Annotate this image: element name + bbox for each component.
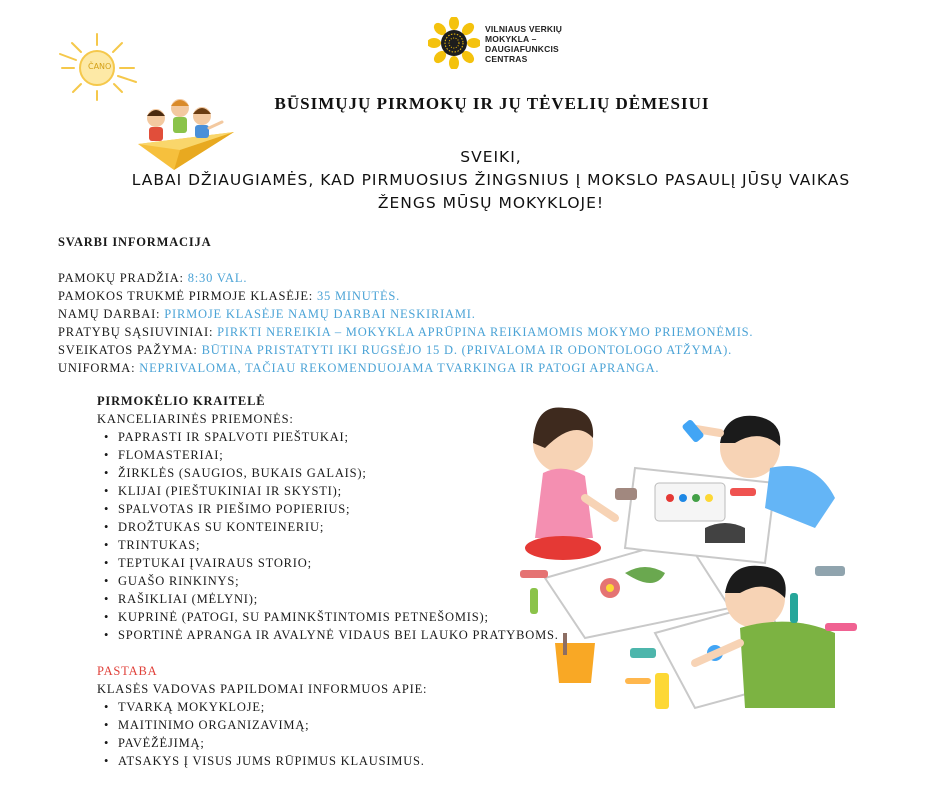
note-subheading: KLASĖS VADOVAS PAPILDOMAI INFORMUOS APIE: — [97, 682, 428, 696]
info-row — [58, 305, 918, 323]
kids-drawing-illustration — [515, 388, 865, 720]
info-label: PAMOKŲ PRADŽIA: — [58, 271, 188, 285]
info-row — [58, 341, 918, 359]
info-label: SVEIKATOS PAŽYMA: — [58, 343, 202, 357]
info-value: BŪTINA PRISTATYTI IKI RUGSĖJO 15 D. (PRIVALOMA IR ODONTOLOGO ATŽYMA). — [201, 343, 733, 357]
list-item: • TEPTUKAI ĮVAIRAUS STORIO; — [97, 554, 567, 572]
info-value: 8:30 VAL. — [187, 271, 248, 285]
list-item: • RAŠIKLIAI (MĖLYNI); — [97, 590, 567, 608]
school-logo-text — [485, 24, 562, 64]
greeting — [0, 146, 940, 215]
list-item: • KUPRINĖ (PATOGI, SU PAMINKŠTINTOMIS PETNEŠOMIS); — [97, 608, 567, 626]
list-item: • TVARKĄ MOKYKLOJE; — [97, 698, 567, 716]
page-title: BŪSIMŲJŲ PIRMOKŲ IR JŲ TĖVELIŲ DĖMESIUI — [274, 94, 710, 113]
list-item: • PAPRASTI IR SPALVOTI PIEŠTUKAI; — [97, 428, 567, 446]
info-label: PAMOKOS TRUKMĖ PIRMOJE KLASĖJE: — [58, 289, 317, 303]
list-item: • TRINTUKAS; — [97, 536, 567, 554]
school-logo-sunflower-icon — [428, 17, 480, 69]
logo-line: MOKYKLA – — [485, 34, 537, 44]
list-item: • GUAŠO RINKINYS; — [97, 572, 567, 590]
info-label: PRATYBŲ SĄSIUVINIAI: — [58, 325, 218, 339]
kit-section — [97, 392, 567, 644]
kit-list — [97, 428, 567, 644]
list-item: • DROŽTUKAS SU KONTEINERIU; — [97, 518, 567, 536]
greeting-line: ŽENGS MŪSŲ MOKYKLOJE! — [377, 194, 605, 212]
logo-line: DAUGIAFUNKCIS — [485, 44, 559, 54]
info-row — [58, 323, 918, 341]
greeting-line: SVEIKI, — [460, 148, 522, 166]
list-item: • ATSAKYS Į VISUS JUMS RŪPIMUS KLAUSIMUS. — [97, 752, 567, 770]
info-row — [58, 269, 918, 287]
sun-caption: ČANO — [88, 62, 112, 71]
logo-line: VILNIAUS VERKIŲ — [485, 24, 563, 34]
info-row — [58, 359, 918, 377]
list-item: • SPALVOTAS IR PIEŠIMO POPIERIUS; — [97, 500, 567, 518]
info-value: NEPRIVALOMA, TAČIAU REKOMENDUOJAMA TVARKINGA IR PATOGI APRANGA. — [139, 361, 660, 375]
list-item: • PAVĖŽĖJIMĄ; — [97, 734, 567, 752]
info-row — [58, 287, 918, 305]
info-label: NAMŲ DARBAI: — [58, 307, 165, 321]
info-value: 35 MINUTĖS. — [316, 289, 401, 303]
note-section — [97, 662, 567, 770]
note-heading: PASTABA — [97, 664, 158, 678]
info-list — [58, 269, 918, 377]
list-item: • ŽIRKLĖS (SAUGIOS, BUKAIS GALAIS); — [97, 464, 567, 482]
sun-doodle — [52, 30, 142, 102]
info-heading: SVARBI INFORMACIJA — [58, 235, 212, 249]
list-item: • SPORTINĖ APRANGA IR AVALYNĖ VIDAUS BEI LAUKO PRATYBOMS. — [97, 626, 567, 644]
info-value: PIRKTI NEREIKIA – MOKYKLA APRŪPINA REIKIAMOMIS MOKYMO PRIEMONĖMIS. — [217, 325, 754, 339]
kit-heading: PIRMOKĖLIO KRAITELĖ — [97, 394, 266, 408]
list-item: • MAITINIMO ORGANIZAVIMĄ; — [97, 716, 567, 734]
list-item: • FLOMASTERIAI; — [97, 446, 567, 464]
info-value: PIRMOJE KLASĖJE NAMŲ DARBAI NESKIRIAMI. — [164, 307, 476, 321]
kit-subheading: KANCELIARINĖS PRIEMONĖS: — [97, 412, 294, 426]
info-label: UNIFORMA: — [58, 361, 140, 375]
note-list — [97, 698, 567, 770]
greeting-line: LABAI DŽIAUGIAMĖS, KAD PIRMUOSIUS ŽINGSNIUS Į MOKSLO PASAULĮ JŪSŲ VAIKAS — [131, 171, 851, 189]
list-item: • KLIJAI (PIEŠTUKINIAI IR SKYSTI); — [97, 482, 567, 500]
logo-line: CENTRAS — [485, 54, 528, 64]
